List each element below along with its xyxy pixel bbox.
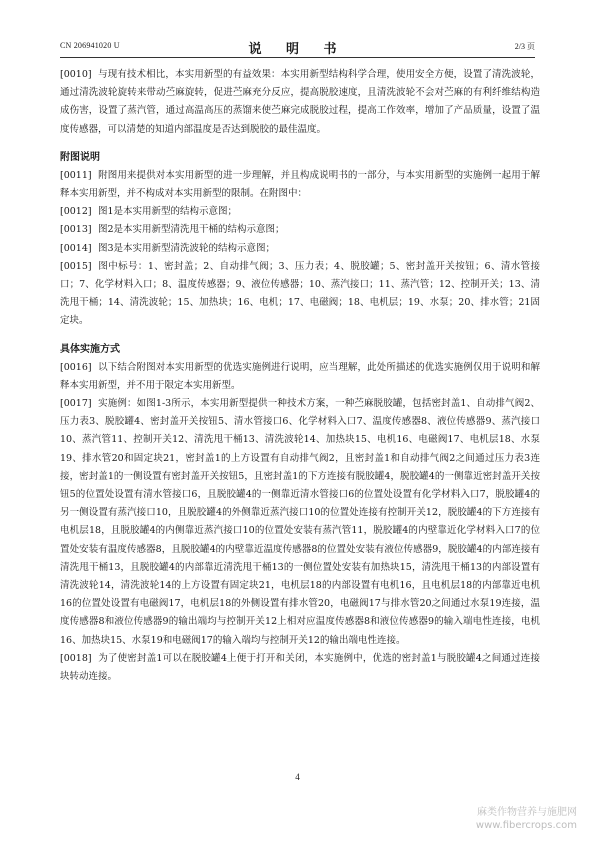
document-body (60, 66, 540, 686)
paragraph-0010 (60, 66, 540, 139)
paragraph-tag: [0018] (60, 652, 92, 664)
watermark-line-1: 麻类作物营养与施肥网 (477, 807, 577, 818)
paragraph-text: 图中标号：1、密封盖；2、自动排气阀；3、压力表；4、脱胶罐；5、密封盖开关按钮；6、清水管接口；7、化学材料入口；8、温度传感器；9、液位传感器；10、蒸汽接口；11、蒸汽管；12、控制开关；13、清洗甩干桶；14、清洗波轮；15、加热块；16、电机；17、电磁阀；18、电机层；19、水泵；20、排水管；21固定块。 (60, 260, 540, 327)
paragraph-tag: [0011] (60, 169, 92, 181)
paragraph-0012 (60, 203, 540, 221)
paragraph-tag: [0016] (60, 361, 92, 373)
paragraph-0016 (60, 359, 540, 395)
paragraph-text: 与现有技术相比，本实用新型的有益效果：本实用新型结构科学合理，使用安全方便，设置了清洗波轮，通过清洗波轮旋转来带动苎麻旋转，促进苎麻充分反应，提高脱胶速度，且清洗波轮不会对苎麻的有利纤维结构造成伤害，设置了蒸汽管，通过高温高压的蒸馏来使苎麻完成脱胶过程，提高工作效率，增加了产品质量，设置了温度传感器，可以清楚的知道内部温度是否达到脱胶的最佳温度。 (60, 69, 540, 135)
page-header (60, 38, 535, 58)
paragraph-text: 图3是本实用新型清洗波轮的结构示意图； (98, 242, 276, 254)
section-title-embodiment: 具体实施方式 (60, 343, 120, 355)
paragraph-text: 图2是本实用新型清洗甩干桶的结构示意图； (98, 224, 285, 236)
paragraph-tag: [0014] (60, 242, 92, 254)
paragraph-text: 附图用来提供对本实用新型的进一步理解，并且构成说明书的一部分，与本实用新型的实施例一起用于解释本实用新型，并不构成对本实用新型的限制。在附图中： (60, 169, 540, 200)
paragraph-0014 (60, 240, 540, 258)
paragraph-0015 (60, 258, 540, 331)
paragraph-tag: [0012] (60, 206, 92, 218)
paragraph-tag: [0017] (60, 398, 92, 410)
paragraph-0017 (60, 395, 540, 650)
watermark (476, 806, 577, 832)
paragraph-text: 图1是本实用新型的结构示意图； (98, 206, 238, 218)
paragraph-0018 (60, 650, 540, 686)
page-number: 4 (295, 772, 300, 782)
header-divider (60, 57, 535, 58)
paragraph-0013 (60, 221, 540, 239)
paragraph-0011 (60, 167, 540, 203)
paragraph-tag: [0010] (60, 69, 92, 80)
doc-title: 说 明 书 (248, 42, 347, 57)
doc-number: CN 206941020 U (60, 41, 120, 50)
paragraph-text: 实施例：如图1-3所示，本实用新型提供一种技术方案，一种苎麻脱胶罐，包括密封盖1、自动排气阀2、压力表3、脱胶罐4、密封盖开关按钮5、清水管接口6、化学材料入口7、温度传感器8、液位传感器9、蒸汽接口10、蒸汽管11、控制开关12、清洗甩干桶13、清洗波轮14、加热块15、电机16、电磁阀17、电机层18、水泵19、排水管20和固定块21，密封盖1的上方设置有自动排气阀2，且密封盖1和自动排气阀2之间通过压力表3连接，密封盖1的一侧设置有密封盖开关按钮5，且密封盖1的下方连接有脱胶罐4，脱胶罐4的一侧靠近密封盖开关按钮5的位置处设置有清水管接口6，且脱胶罐4的一侧靠近清水管接口6的位置处设置有化学材料入口7，脱胶罐4的另一侧设置有蒸汽接口10，且脱胶罐4的外侧靠近蒸汽接口10的位置处连接有控制开关12，脱胶罐4的下方连接有电机层18，且脱胶罐4的内侧靠近蒸汽接口10的位置处安装有蒸汽管11，脱胶罐4的内壁靠近化学材料入口7的位置处安装有温度传感器8，且脱胶罐4的内壁靠近温度传感器8的位置处安装有液位传感器9，脱胶罐4的内部连接有清洗甩干桶13，且脱胶罐4的内部靠近清洗甩干桶13的一侧位置处安装有加热块15，清洗甩干桶13的内部设置有清洗波轮14，清洗波轮14的上方设置有固定块21，电机层18的内部设置有电机16，且电机层18的内部靠近电机16的位置处设置有电磁阀17，电机层18的外侧设置有排水管20，电磁阀17与排水管20之间通过水泵19连接，温度传感器8和液位传感器9的输出端均与控制开关12上相对应温度传感器8和液位传感器9的输入端电性连接，电机16、加热块15、水泵19和电磁阀17的输入端均与控制开关12的输出端电性连接。 (60, 398, 540, 646)
paragraph-text: 为了使密封盖1可以在脱胶罐4上便于打开和关闭，本实施例中，优选的密封盖1与脱胶罐4之间通过连接块转动连接。 (60, 652, 540, 683)
section-title-drawings: 附图说明 (60, 151, 100, 163)
watermark-line-2: www.fibercrops.com (475, 820, 577, 831)
paragraph-text: 以下结合附图对本实用新型的优选实施例进行说明，应当理解，此处所描述的优选实施例仅用于说明和解释本实用新型，并不用于限定本实用新型。 (60, 361, 540, 391)
paragraph-tag: [0015] (60, 260, 92, 272)
paragraph-tag: [0013] (60, 224, 92, 236)
page-info: 2/3 页 (514, 42, 535, 51)
